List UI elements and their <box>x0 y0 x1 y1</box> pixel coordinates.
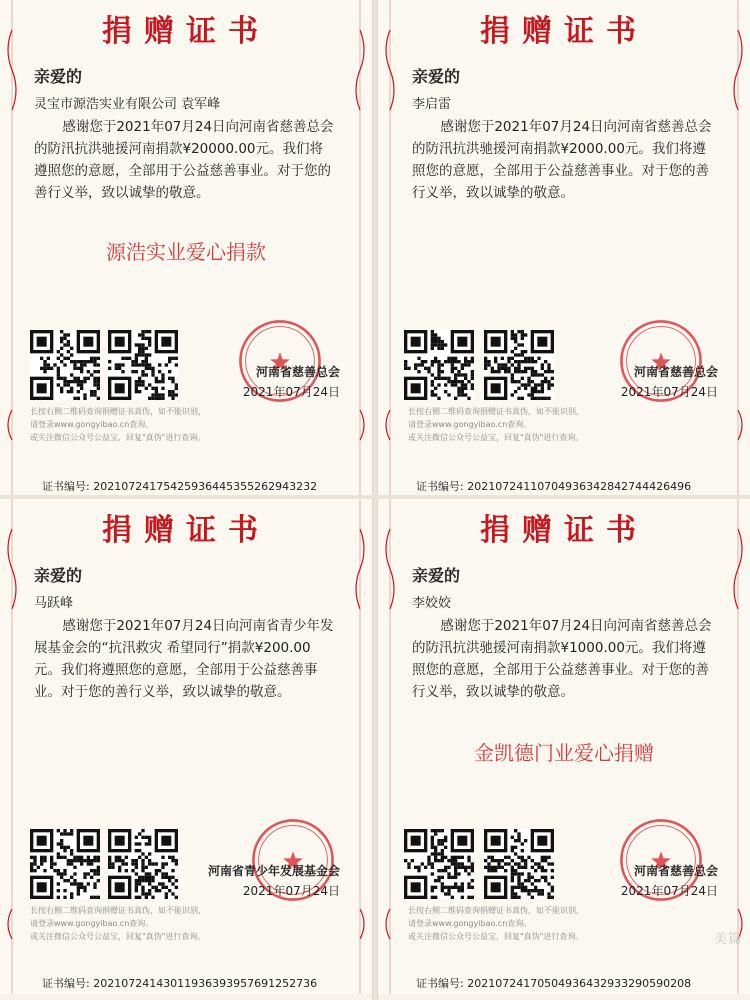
issue-date: 2021年07月24日 <box>620 385 718 399</box>
donation-slogan: 源浩实业爱心捐款 <box>106 240 266 264</box>
note-line: 长按右侧二维码查询捐赠证书真伪，如不能识别， <box>408 906 584 915</box>
certificate-title: 捐赠证书 <box>102 513 270 548</box>
verification-notes <box>408 904 648 943</box>
certificate-number: 证书编号: 20210724143011936393957691252736 <box>42 977 318 990</box>
watermark: 美篇 <box>713 932 742 947</box>
qr-code-left[interactable] <box>30 330 100 400</box>
certificate-number: 证书编号: 20210724175425936445355262943232 <box>42 480 318 493</box>
qr-code-left[interactable] <box>404 829 474 899</box>
qr-code-right[interactable] <box>108 330 178 400</box>
note-line: 长按右侧二维码查询捐赠证书真伪，如不能识别， <box>30 906 206 915</box>
certificate-title: 捐赠证书 <box>102 14 270 49</box>
note-line: 或关注微信公众号公益宝，回复"真伪"进行查询。 <box>30 932 206 941</box>
note-line: 请登录www.gongyibao.cn查询。 <box>30 420 154 429</box>
certificate-body: 感谢您于2021年07月24日向河南省慈善总会的防汛抗洪驰援河南捐款¥20000.00元。我们将遵照您的意愿，全部用于公益慈善事业。对于您的善行义举，致以诚挚的敬意。 <box>34 119 334 201</box>
donor-name: 马跃峰 <box>34 596 74 611</box>
issuing-organization: 河南省青少年发展基金会 <box>207 864 340 878</box>
note-line: 请登录www.gongyibao.cn查询。 <box>30 919 154 928</box>
note-line: 或关注微信公众号公益宝，回复"真伪"进行查询。 <box>408 932 584 941</box>
greeting: 亲爱的 <box>412 566 461 585</box>
verification-notes <box>30 405 270 444</box>
right-ornament <box>354 499 372 994</box>
certificate-top-left <box>0 0 372 495</box>
verification-notes <box>408 405 648 444</box>
note-line: 长按右侧二维码查询捐赠证书真伪，如不能识别， <box>30 407 206 416</box>
certificate-bottom-left <box>0 499 372 994</box>
left-ornament <box>378 0 396 495</box>
issuing-organization: 河南省慈善总会 <box>633 365 718 379</box>
certificate-body: 感谢您于2021年07月24日向河南省青少年发展基金会的“抗汛救灾 希望同行”捐款¥200.00元。我们将遵照您的意愿，全部用于公益慈善事业。对于您的善行义举，致以诚挚的敬意。 <box>34 618 334 700</box>
left-ornament <box>0 499 18 994</box>
donation-slogan: 金凯德门业爱心捐赠 <box>474 741 654 765</box>
qr-code-left[interactable] <box>30 829 100 899</box>
certificate-body: 感谢您于2021年07月24日向河南省慈善总会的防汛抗洪驰援河南捐款¥2000.00元。我们将遵照您的意愿，全部用于公益慈善事业。对于您的善行义举，致以诚挚的敬意。 <box>412 119 712 201</box>
issue-date: 2021年07月24日 <box>242 385 340 399</box>
certificate-top-right <box>378 0 750 495</box>
note-line: 或关注微信公众号公益宝，回复"真伪"进行查询。 <box>408 433 584 442</box>
donor-name: 灵宝市源浩实业有限公司 袁军峰 <box>34 97 221 112</box>
donor-name: 李姣姣 <box>412 596 452 611</box>
certificate-bottom-right <box>378 499 750 994</box>
issue-date: 2021年07月24日 <box>242 884 340 898</box>
note-line: 或关注微信公众号公益宝，回复"真伪"进行查询。 <box>30 433 206 442</box>
qr-code-right[interactable] <box>484 330 554 400</box>
issuing-organization: 河南省慈善总会 <box>255 365 340 379</box>
note-line: 长按右侧二维码查询捐赠证书真伪，如不能识别， <box>408 407 584 416</box>
issue-date: 2021年07月24日 <box>620 884 718 898</box>
certificate-title: 捐赠证书 <box>480 14 648 49</box>
verification-notes <box>30 904 270 943</box>
greeting: 亲爱的 <box>412 67 461 86</box>
certificate-title: 捐赠证书 <box>480 513 648 548</box>
note-line: 请登录www.gongyibao.cn查询。 <box>408 919 532 928</box>
right-ornament <box>732 0 750 495</box>
greeting: 亲爱的 <box>34 67 83 86</box>
greeting: 亲爱的 <box>34 566 83 585</box>
certificate-number: 证书编号: 20210724110704936342842744426496 <box>416 480 692 493</box>
note-line: 请登录www.gongyibao.cn查询。 <box>408 420 532 429</box>
donor-name: 李启雷 <box>412 97 452 112</box>
qr-code-right[interactable] <box>484 829 554 899</box>
certificate-number: 证书编号: 20210724170504936432933290590208 <box>416 977 692 990</box>
qr-code-right[interactable] <box>108 829 178 899</box>
qr-code-left[interactable] <box>404 330 474 400</box>
certificate-body: 感谢您于2021年07月24日向河南省慈善总会的防汛抗洪驰援河南捐款¥1000.00元。我们将遵照您的意愿，全部用于公益慈善事业。对于您的善行义举，致以诚挚的敬意。 <box>412 618 712 700</box>
issuing-organization: 河南省慈善总会 <box>633 864 718 878</box>
